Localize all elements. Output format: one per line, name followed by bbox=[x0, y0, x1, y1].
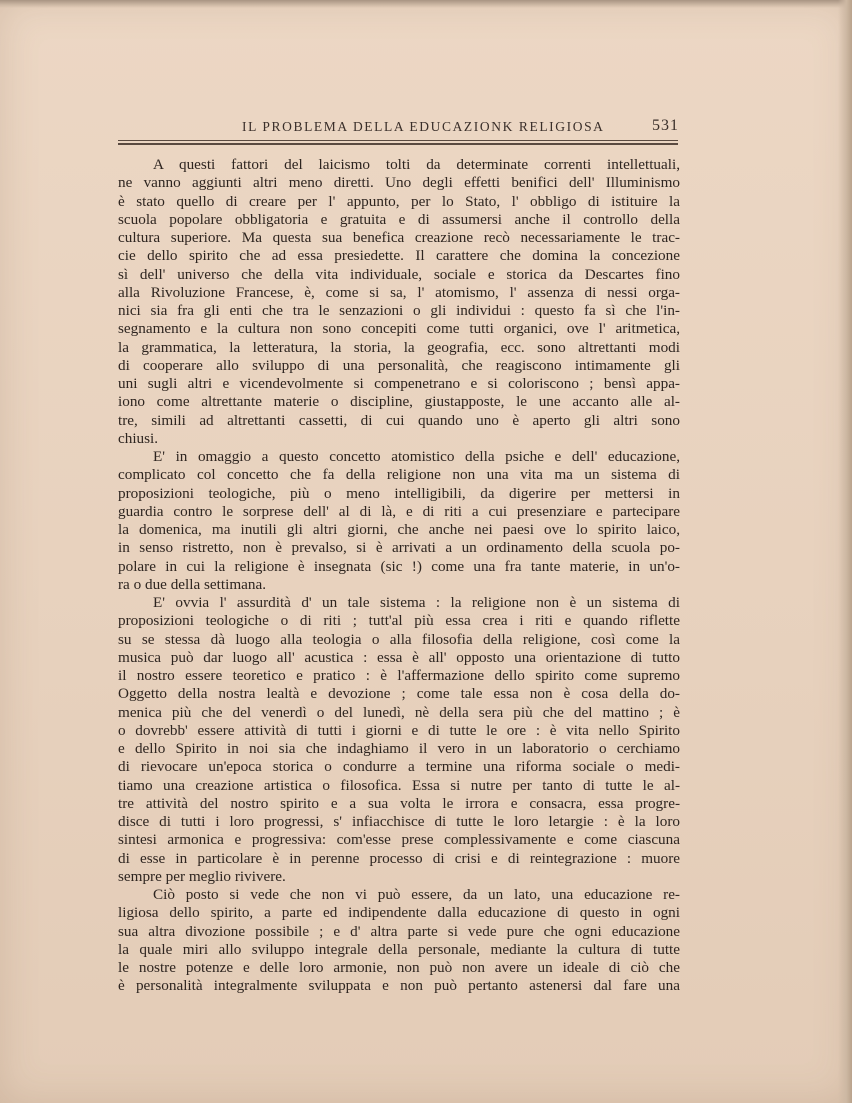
text-line: sì dell' universo che della vita individuale, sociale e storica da Descartes fino bbox=[118, 265, 680, 283]
text-line: chiusi. bbox=[118, 429, 159, 447]
text-line: iono come altrettante materie o discipline, giustapposte, le une accanto alle al- bbox=[118, 393, 680, 411]
text-line: Ciò posto si vede che non vi può essere, da un lato, una educazione re- bbox=[153, 886, 680, 903]
text-line: proposizioni teologiche, più o meno intelligibili, da digerire per mettersi in bbox=[118, 484, 680, 502]
text-line: cultura superiore. Ma questa sua benefica creazione recò necessariamente le trac- bbox=[118, 229, 680, 246]
text-line: disce di tutti i loro progressi, s' infiacchisce di tutte le loro letargie : è la loro bbox=[118, 813, 680, 830]
text-line: nici sia fra gli enti che tra le senzazioni o gli individui : questo fa sì che l'in- bbox=[118, 302, 680, 319]
text-line: la quale miri allo sviluppo integrale della personale, mediante la cultura di tutte bbox=[118, 940, 680, 958]
text-line: guardia contro le sorprese dell' al di là, e di riti a cui presenziare e partecipare bbox=[118, 502, 680, 520]
text-line: di esse in particolare è in perenne processo di crisi e di reintegrazione : muore bbox=[118, 849, 680, 867]
text-line: E' ovvia l' assurdità d' un tale sistema : la religione non è un sistema di bbox=[153, 594, 680, 611]
page-right-edge bbox=[838, 0, 852, 1103]
text-line: di rievocare un'epoca storica o condurre a termine una riforma sociale o medi- bbox=[118, 758, 680, 776]
text-line: alla Rivoluzione Francese, è, come si sa, l' atomismo, l' assenza di nessi orga- bbox=[118, 283, 680, 301]
text-line: cie dello spirito che ad essa presiedette. Il carattere che domina la concezione bbox=[118, 247, 680, 265]
text-line: E' in omaggio a questo concetto atomistico della psiche e dell' educazione, bbox=[153, 448, 680, 465]
text-line: ne vanno aggiunti altri meno diretti. Uno degli effetti benifici dell' Illuminismo bbox=[118, 174, 680, 192]
text-line: uni sugli altri e vicendevolmente si compenetrano e si coloriscono ; bensì appa- bbox=[118, 375, 680, 392]
text-line: su se stessa dà luogo alla teologia o alla filosofia della religione, così come la bbox=[118, 630, 680, 648]
text-line: ligiosa dello spirito, a parte ed indipendente dalla educazione di questo in ogni bbox=[118, 904, 680, 922]
text-line: in senso ristretto, non è prevalso, si è arrivati a un ordinamento della scuola po- bbox=[118, 539, 680, 557]
text-line: polare in cui la religione è insegnata (sic !) come una fra tante materie, in un'o- bbox=[118, 557, 680, 575]
text-line: segnamento e la cultura non sono concepiti come tutti organici, ove l' aritmetica, bbox=[118, 320, 680, 338]
text-line: proposizioni teologiche o di riti ; tutt'al più essa crea i riti e quando riflette bbox=[118, 612, 680, 630]
body-text bbox=[118, 156, 680, 996]
text-line: la domenica, ma inutili gli altri giorni, che anche nei paesi ove lo spirito laico, bbox=[118, 521, 680, 538]
text-line: e dello Spirito in noi sia che indaghiamo il vero in un laboratorio o cerchiamo bbox=[118, 740, 680, 757]
text-line: è personalità integralmente sviluppata e non può pertanto astenersi dal fare una bbox=[118, 977, 680, 995]
text-line: o dovrebb' essere attività di tutti i giorni e di tutte le ore : è vita nello Spirito bbox=[118, 721, 680, 739]
text-line: il nostro essere teoretico e pratico : è l'affermazione dello spirito come supremo bbox=[118, 667, 680, 684]
text-line: le nostre potenze e delle loro armonie, non può non avere un ideale di ciò che bbox=[118, 959, 680, 976]
text-line: Oggetto della nostra lealtà e devozione ; come tale essa non è cosa della do- bbox=[118, 685, 680, 703]
text-line: tre, simili ad altrettanti cassetti, di cui quando uno è aperto gli altri sono bbox=[118, 411, 680, 429]
text-line: sintesi armonica e progressiva: com'esse prese complessivamente e come ciascuna bbox=[118, 831, 680, 849]
running-header bbox=[118, 116, 850, 148]
text-line: musica può dar luogo all' acustica : essa è all' opposto una orientazione di tutto bbox=[118, 648, 680, 666]
text-line: tiamo una creazione artistica o filosofica. Essa si nutre per tanto di tutte le al- bbox=[118, 776, 680, 794]
text-line: la grammatica, la letteratura, la storia, la geografia, ecc. sono altrettanti modi bbox=[118, 338, 680, 356]
header-rule-thick bbox=[118, 143, 678, 145]
text-line: sempre per meglio rivivere. bbox=[118, 867, 286, 885]
text-line: è stato quello di creare per l' appunto, per lo Stato, l' obbligo di istituire la bbox=[118, 192, 680, 210]
text-line: complicato col concetto che fa della religione non una vita ma un sistema di bbox=[118, 466, 680, 484]
text-line: A questi fattori del laicismo tolti da determinate correnti intellettuali, bbox=[153, 156, 680, 173]
page-number: 531 bbox=[652, 117, 679, 134]
running-title: IL PROBLEMA DELLA EDUCAZIONK RELIGIOSA bbox=[242, 119, 605, 134]
text-line: sua altra divozione possibile ; e d' altra parte si vede pure che ogni educazione bbox=[118, 922, 680, 940]
text-line: scuola popolare obbligatoria e gratuita e di assumersi anche il controllo della bbox=[118, 210, 680, 228]
text-line: menica più che del venerdì o del lunedì, nè della sera più che del mattino ; è bbox=[118, 703, 680, 721]
text-line: ra o due della settimana. bbox=[118, 575, 267, 593]
header-rule-thin bbox=[118, 140, 678, 141]
page-top-edge bbox=[0, 0, 852, 8]
text-line: tre attività del nostro spirito e a sua volta le irrora e consacra, essa progre- bbox=[118, 794, 680, 812]
text-line: di cooperare allo sviluppo di una personalità, che reagiscono intimamente gli bbox=[118, 356, 680, 374]
